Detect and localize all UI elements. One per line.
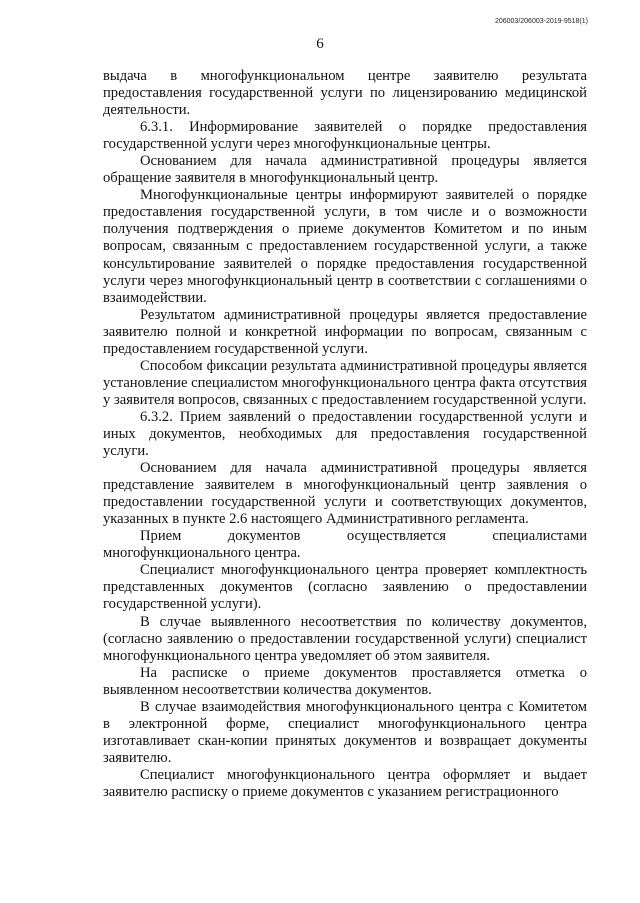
paragraph: В случае взаимодействия многофункционального центра с Комитетом в электронной форме, специалист многофункционального центра изготавливает скан-копии принятых документов и возвращает документы заявителю.	[103, 698, 587, 766]
document-body	[103, 68, 587, 801]
paragraph: Специалист многофункционального центра проверяет комплектность представленных документов (согласно заявлению о предоставлении государственной услуги).	[103, 562, 587, 613]
paragraph: Специалист многофункционального центра оформляет и выдает заявителю расписку о приеме документов с указанием регистрационного	[103, 766, 587, 800]
paragraph: Способом фиксации результата административной процедуры является установление специалистом многофункционального центра факта отсутствия у заявителя вопросов, связанных с предоставлением государственной услуги.	[103, 357, 587, 408]
paragraph: Основанием для начала административной процедуры является представление заявителем в многофункциональный центр заявления о предоставлении государственной услуги и соответствующих документов, указанных в пункте 2.6 настоящего Административного регламента.	[103, 460, 587, 528]
page-number: 6	[316, 36, 324, 52]
paragraph: В случае выявленного несоответствия по количеству документов, (согласно заявлению о предоставлении государственной услуги) специалист многофункционального центра уведомляет об этом заявителя.	[103, 613, 587, 664]
paragraph: Многофункциональные центры информируют заявителей о порядке предоставления государственной услуги, в том числе и о возможности получения подтверждения о приеме документов Комитетом и по иным вопросам, связанным с предоставлением государственной услуги, а также консультирование заявителей о порядке предоставления государственной услуги через многофункциональный центр в соответствии с соглашениями о взаимодействии.	[103, 187, 587, 306]
paragraph-6-3-1: 6.3.1. Информирование заявителей о порядке предоставления государственной услуги через многофункциональные центры.	[103, 119, 587, 153]
document-id: 206003/206003-2019-9518(1)	[494, 18, 588, 25]
paragraph: Основанием для начала административной процедуры является обращение заявителя в многофункциональный центр.	[103, 153, 587, 187]
paragraph: Результатом административной процедуры является предоставление заявителю полной и конкретной информации по вопросам, связанным с предоставлением государственной услуги.	[103, 306, 587, 357]
paragraph: Прием документов осуществляется специалистами многофункционального центра.	[103, 528, 587, 562]
paragraph: На расписке о приеме документов проставляется отметка о выявленном несоответствии количества документов.	[103, 664, 587, 698]
paragraph-6-3-2: 6.3.2. Прием заявлений о предоставлении государственной услуги и иных документов, необходимых для предоставления государственной услуги.	[103, 408, 587, 460]
paragraph-continuation: выдача в многофункциональном центре заявителю результата предоставления государственной услуги по лицензированию медицинской деятельности.	[103, 68, 587, 119]
